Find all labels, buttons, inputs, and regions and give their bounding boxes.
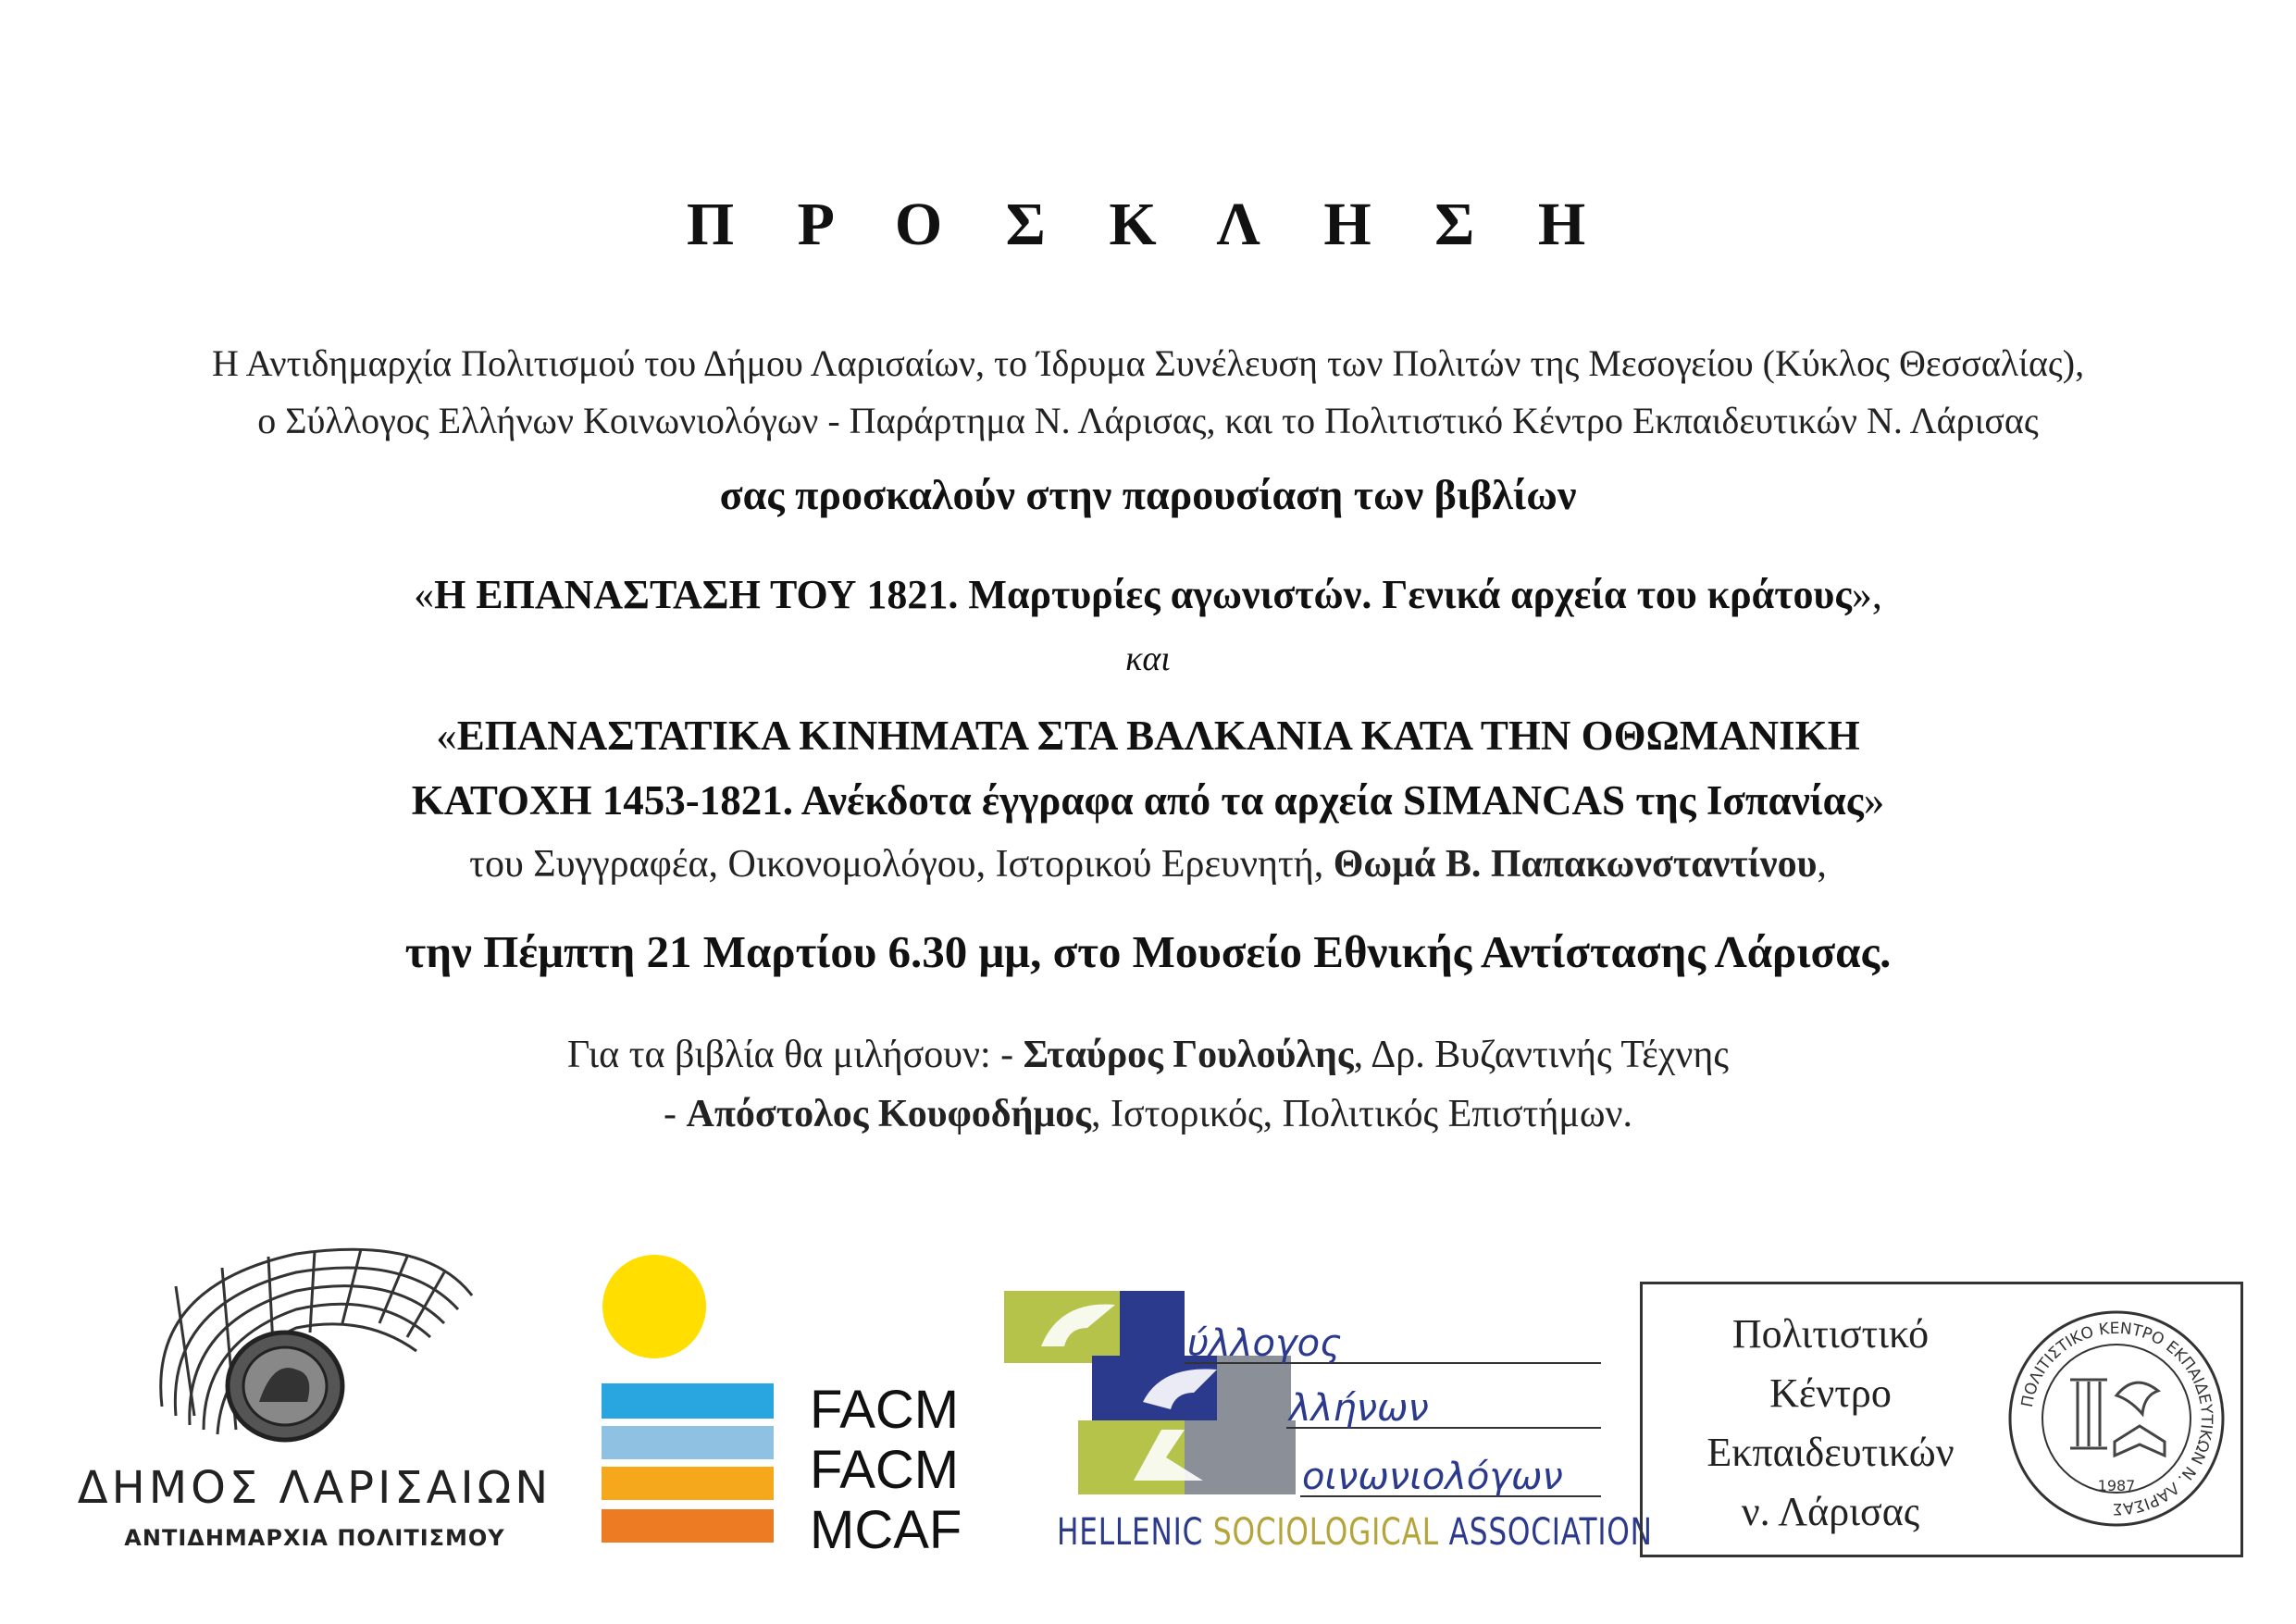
speaker-2-name: Απόστολος Κουφοδήμος xyxy=(686,1093,1091,1135)
cultural-center-name xyxy=(1659,1305,2002,1542)
sun-circle xyxy=(602,1255,706,1358)
author-name: Θωμά Β. Παπακωνσταντίνου xyxy=(1333,843,1818,886)
invite-heading: σας προσκαλούν στην παρουσίαση των βιβλίων xyxy=(719,471,1577,518)
book-2-line-1 xyxy=(0,703,2296,768)
dimos-name: ΔΗΜΟΣ ΛΑΡΙΣΑΙΩΝ xyxy=(77,1462,552,1514)
speaker-2-prefix: - xyxy=(664,1093,687,1135)
author-suffix: , xyxy=(1817,843,1827,886)
quote-close: » xyxy=(1863,777,1885,824)
cultural-line-4: ν. Λάρισας xyxy=(1741,1489,1920,1534)
sociologists-word-2: λλήνων xyxy=(1289,1387,1429,1430)
speakers-prefix: Για τα βιβλία θα μιλήσουν: - xyxy=(566,1034,1024,1076)
sociologists-logo xyxy=(1004,1291,1653,1568)
cultural-seal-icon xyxy=(2005,1308,2228,1530)
speaker-line-2 xyxy=(0,1085,2296,1144)
cultural-line-1: Πολιτιστικό xyxy=(1731,1311,1930,1357)
speaker-1-role: , Δρ. Βυζαντινής Τέχνης xyxy=(1353,1034,1730,1076)
cultural-line-2: Κέντρο xyxy=(1769,1370,1892,1416)
seal-text: ΠΟΛΙΤΙΣΤΙΚΟ ΚΕΝΤΡΟ ΕΚΠΑΙΔΕΥΤΙΚΩΝ Ν. ΛΑΡΙΣΑΣ xyxy=(2017,1319,2216,1519)
author-prefix: του Συγγραφέα, Οικονομολόγου, Ιστορικού Ερευνητή, xyxy=(469,843,1334,886)
name-part-3: ASSOCIATION xyxy=(1438,1511,1653,1554)
facm-line-2: FACM xyxy=(810,1440,960,1500)
facm-line-3: MCAF xyxy=(810,1500,962,1560)
event-datetime-location: την Πέμπτη 21 Μαρτίου 6.30 μμ, στο Μουσείο Εθνικής Αντίστασης Λάρισας. xyxy=(404,926,1892,977)
sociologists-english-name xyxy=(1057,1511,1653,1554)
facm-logo xyxy=(602,1254,990,1559)
cultural-line-3: Εκπαιδευτικών xyxy=(1706,1430,1955,1475)
speaker-1-name: Σταύρος Γουλούλης xyxy=(1023,1034,1354,1076)
book-2-line-1-text: ΕΠΑΝΑΣΤΑΤΙΚΑ ΚΙΝΗΜΑΤΑ ΣΤΑ ΒΑΛΚΑΝΙΑ ΚΑΤΑ ΤΗΝ ΟΘΩΜΑΝΙΚΗ xyxy=(456,713,1860,759)
seal-year: 1987 xyxy=(2097,1477,2136,1494)
stripe-orange xyxy=(602,1509,774,1543)
sociologists-word-1: ύλλογος xyxy=(1187,1322,1342,1365)
book-1-title-text: Η ΕΠΑΝΑΣΤΑΣΗ ΤΟΥ 1821. Μαρτυρίες αγωνιστών. Γενικά αρχεία του κράτους xyxy=(434,572,1852,617)
sociologists-word-3: οινωνιολόγων xyxy=(1302,1456,1563,1498)
name-part-2: SOCIOLOGICAL xyxy=(1212,1511,1439,1554)
stripe-yellow xyxy=(602,1467,774,1500)
book-2-line-2 xyxy=(0,768,2296,833)
intro-line-1: Η Αντιδημαρχία Πολιτισμού του Δήμου Λαρισαίων, το Ίδρυμα Συνέλευση των Πολιτών της Μεσογείου (Κύκλος Θεσσαλίας), xyxy=(211,342,2085,384)
quote-close: », xyxy=(1851,572,1882,617)
stripe-light-blue xyxy=(602,1426,774,1459)
conjunction: και xyxy=(1125,639,1171,678)
dimos-subtitle: ΑΝΤΙΔΗΜΑΡΧΙΑ ΠΟΛΙΤΙΣΜΟΥ xyxy=(124,1525,505,1551)
name-part-1: HELLENIC xyxy=(1057,1511,1213,1554)
book-2-line-2-text: ΚΑΤΟΧΗ 1453-1821. Ανέκδοτα έγγραφα από τα αρχεία SIMANCAS της Ισπανίας xyxy=(411,777,1864,824)
quote-open: « xyxy=(414,572,435,617)
quote-open: « xyxy=(436,713,457,759)
facm-line-1: FACM xyxy=(810,1380,960,1440)
ancient-theatre-coin-icon xyxy=(65,1231,565,1457)
speaker-line-1 xyxy=(0,1025,2296,1085)
speaker-2-role: , Ιστορικός, Πολιτικός Επιστήμων. xyxy=(1090,1093,1632,1135)
author-line xyxy=(0,842,2296,886)
speakers xyxy=(0,1025,2296,1144)
dimos-larisaion-logo xyxy=(65,1231,565,1564)
intro-paragraph xyxy=(0,335,2296,450)
sociologists-graphic-icon xyxy=(1004,1291,1606,1504)
book-1-title xyxy=(0,571,2296,618)
page-title: Π Ρ Ο Σ Κ Λ Η Σ Η xyxy=(686,191,1610,258)
cultural-center-logo xyxy=(1640,1282,2243,1557)
stripe-blue xyxy=(602,1383,774,1419)
intro-line-2: ο Σύλλογος Ελλήνων Κοινωνιολόγων - Παράρτημα Ν. Λάρισας, και το Πολιτιστικό Κέντρο Εκπαιδευτικών Ν. Λάρισας xyxy=(257,400,2039,441)
book-2-title xyxy=(0,703,2296,833)
